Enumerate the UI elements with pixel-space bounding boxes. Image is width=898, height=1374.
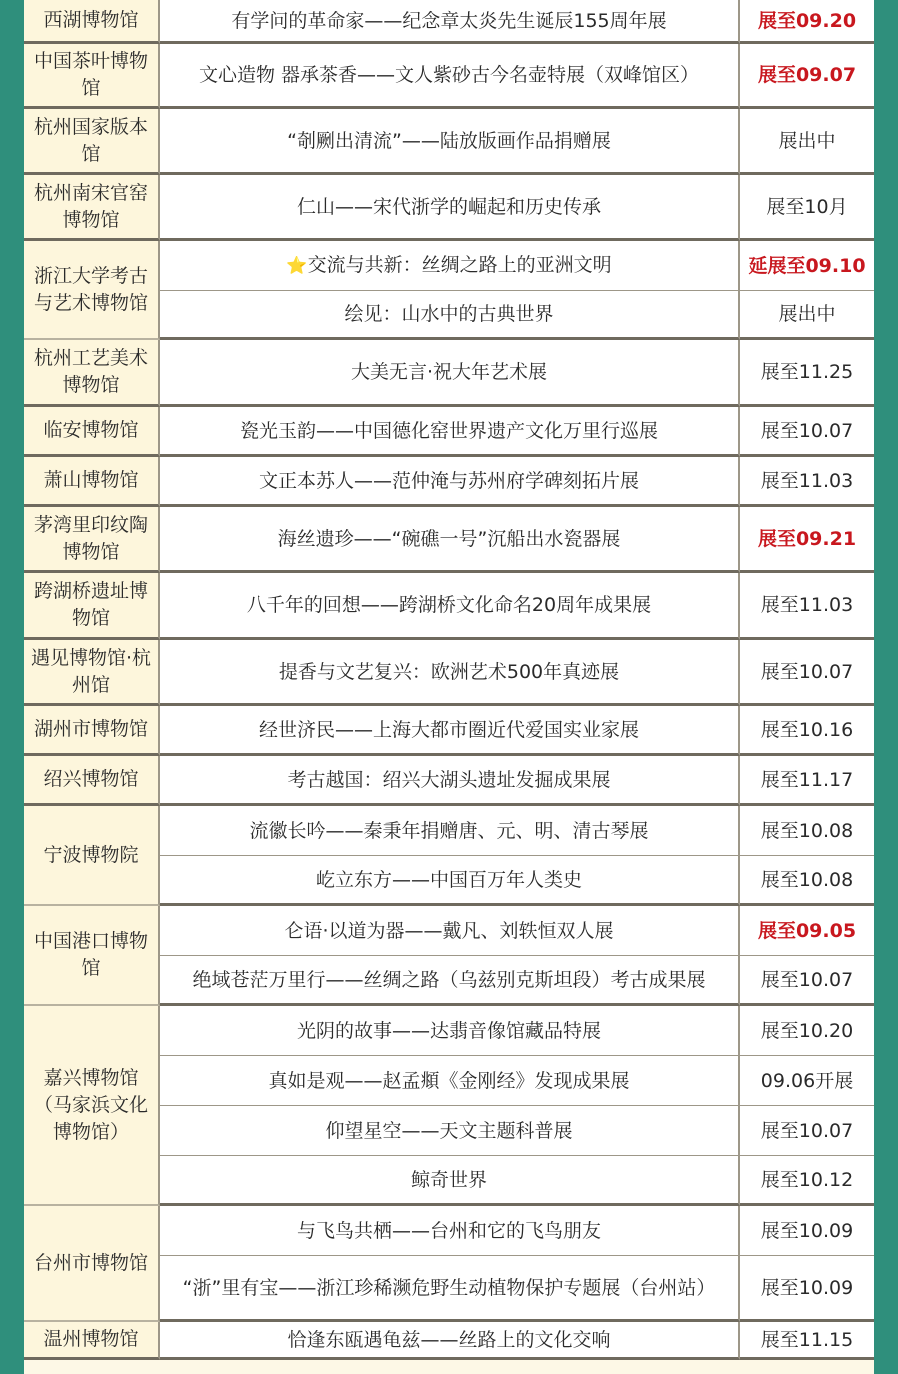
exhibit-title-text: 瓷光玉韵——中国德化窑世界遗产文化万里行巡展 — [239, 419, 658, 442]
museum-name: 绍兴博物馆 — [24, 756, 160, 806]
exhibit-status: 展出中 — [740, 109, 874, 175]
exhibit-title-text: 经世济民——上海大都市圈近代爱国实业家展 — [258, 718, 639, 741]
table-row — [24, 756, 874, 806]
exhibit-title-text: 鲸奇世界 — [410, 1168, 487, 1191]
exhibit-status: 展至10.08 — [740, 806, 874, 856]
museum-name: 台州市博物馆 — [24, 1206, 160, 1322]
exhibit-status: 延展至09.10 — [740, 241, 874, 291]
exhibit-title-text: 真如是观——赵孟頫《金刚经》发现成果展 — [268, 1069, 630, 1092]
table-row — [24, 573, 874, 640]
exhibit-status: 展至10.12 — [740, 1156, 874, 1206]
exhibit-status: 展至11.03 — [740, 457, 874, 507]
exhibit-title-text: 文心造物 器承茶香——文人紫砂古今名壶特展（双峰馆区） — [198, 64, 700, 86]
table-row — [24, 109, 874, 175]
exhibit-title — [160, 109, 740, 175]
table-row — [24, 507, 874, 573]
exhibit-status: 展至10.16 — [740, 706, 874, 756]
exhibit-title-text: 仁山——宋代浙学的崛起和历史传承 — [296, 195, 601, 218]
table-row — [24, 241, 874, 291]
exhibit-title-text: 交流与共新：丝绸之路上的亚洲文明 — [307, 254, 612, 276]
museum-name: 杭州工艺美术博物馆 — [24, 340, 160, 407]
museum-name: 宁波博物院 — [24, 806, 160, 906]
exhibit-title — [160, 175, 740, 241]
museum-name: 跨湖桥遗址博物馆 — [24, 573, 160, 640]
museum-name: 杭州南宋官窑博物馆 — [24, 175, 160, 241]
exhibit-title — [160, 706, 740, 756]
exhibit-title — [160, 407, 740, 457]
exhibition-table-board — [24, 0, 874, 1374]
exhibit-title-text: 提香与文艺复兴：欧洲艺术500年真迹展 — [278, 660, 620, 683]
exhibit-status: 展至11.17 — [740, 756, 874, 806]
exhibit-title-text: 文正本苏人——范仲淹与苏州府学碑刻拓片展 — [258, 469, 639, 492]
table-row — [24, 457, 874, 507]
exhibit-title-text: 恰逢东瓯遇龟兹——丝路上的文化交响 — [287, 1328, 611, 1351]
exhibit-title — [160, 640, 740, 706]
museum-name: 茅湾里印纹陶博物馆 — [24, 507, 160, 573]
exhibit-title-text: 海丝遗珍——“碗礁一号”沉船出水瓷器展 — [277, 527, 621, 550]
exhibit-status: 展至11.03 — [740, 573, 874, 640]
exhibit-title-text: 仰望星空——天文主题科普展 — [325, 1119, 573, 1142]
exhibit-title — [160, 1322, 740, 1360]
museum-name: 萧山博物馆 — [24, 457, 160, 507]
table-row — [24, 175, 874, 241]
exhibit-status: 展至10.08 — [740, 856, 874, 906]
table-row — [24, 1206, 874, 1256]
exhibit-status: 展至10.09 — [740, 1206, 874, 1256]
museum-name: 中国茶叶博物馆 — [24, 44, 160, 109]
table-row — [24, 407, 874, 457]
exhibit-title-text: 流徽长吟——秦秉年捐赠唐、元、明、清古琴展 — [249, 819, 649, 842]
exhibit-status: 展至10.09 — [740, 1256, 874, 1322]
exhibit-status: 展至09.07 — [740, 44, 874, 109]
museum-name: 浙江大学考古与艺术博物馆 — [24, 241, 160, 340]
table-row — [24, 44, 874, 109]
table-row — [24, 706, 874, 756]
exhibit-title — [160, 457, 740, 507]
exhibit-title-text: 绝域苍茫万里行——丝绸之路（乌兹别克斯坦段）考古成果展 — [192, 968, 706, 991]
exhibit-title — [160, 291, 740, 340]
exhibit-title — [160, 1056, 740, 1106]
exhibit-status: 展出中 — [740, 291, 874, 340]
exhibit-title — [160, 573, 740, 640]
museum-name: 西湖博物馆 — [24, 0, 160, 44]
exhibit-status: 展至10月 — [740, 175, 874, 241]
exhibit-title — [160, 241, 740, 291]
exhibit-status: 展至10.07 — [740, 407, 874, 457]
exhibit-title-text: “浙”里有宝——浙江珍稀濒危野生动植物保护专题展（台州站） — [182, 1276, 716, 1299]
exhibit-title — [160, 906, 740, 956]
exhibit-status: 展至10.07 — [740, 1106, 874, 1156]
exhibit-status: 展至09.21 — [740, 507, 874, 573]
exhibit-title-text: 考古越国：绍兴大湖头遗址发掘成果展 — [287, 768, 611, 791]
table-row — [24, 340, 874, 407]
table-row — [24, 806, 874, 856]
star-icon: ⭐ — [286, 256, 308, 276]
exhibit-title-text: 与飞鸟共栖——台州和它的飞鸟朋友 — [296, 1219, 601, 1242]
exhibit-status: 展至09.20 — [740, 0, 874, 44]
table-row — [24, 1006, 874, 1056]
exhibit-status: 09.06开展 — [740, 1056, 874, 1106]
museum-name: 嘉兴博物馆（马家浜文化博物馆） — [24, 1006, 160, 1206]
exhibit-title-text: 仑语·以道为器——戴凡、刘轶恒双人展 — [284, 919, 614, 942]
exhibit-title — [160, 1156, 740, 1206]
exhibit-title — [160, 1106, 740, 1156]
exhibit-title — [160, 1256, 740, 1322]
museum-name: 湖州市博物馆 — [24, 706, 160, 756]
table-row — [24, 1322, 874, 1360]
exhibit-title-text: 大美无言·祝大年艺术展 — [350, 361, 548, 383]
exhibit-title — [160, 756, 740, 806]
table-row — [24, 640, 874, 706]
exhibit-status: 展至10.20 — [740, 1006, 874, 1056]
exhibit-title — [160, 44, 740, 109]
exhibit-status: 展至09.05 — [740, 906, 874, 956]
exhibit-title-text: 光阴的故事——达翡音像馆藏品特展 — [296, 1019, 601, 1042]
museum-name: 遇见博物馆·杭州馆 — [24, 640, 160, 706]
exhibit-title-text: 有学问的革命家——纪念章太炎先生诞辰155周年展 — [231, 9, 667, 32]
museum-name: 杭州国家版本馆 — [24, 109, 160, 175]
exhibit-title — [160, 1206, 740, 1256]
exhibit-title — [160, 806, 740, 856]
museum-name: 中国港口博物馆 — [24, 906, 160, 1006]
exhibit-title — [160, 507, 740, 573]
exhibit-title — [160, 956, 740, 1006]
exhibit-title — [160, 856, 740, 906]
exhibit-title-text: 绘见：山水中的古典世界 — [344, 303, 554, 325]
exhibit-title — [160, 0, 740, 44]
museum-name: 温州博物馆 — [24, 1322, 160, 1360]
exhibit-title-text: “剞劂出清流”——陆放版画作品捐赠展 — [287, 129, 611, 152]
exhibit-status: 展至10.07 — [740, 956, 874, 1006]
museum-name: 临安博物馆 — [24, 407, 160, 457]
table-row — [24, 906, 874, 956]
exhibit-status: 展至11.15 — [740, 1322, 874, 1360]
exhibition-table — [24, 0, 874, 1360]
exhibit-status: 展至11.25 — [740, 340, 874, 407]
exhibit-title-text: 八千年的回想——跨湖桥文化命名20周年成果展 — [246, 594, 652, 616]
table-row — [24, 0, 874, 44]
exhibit-title-text: 屹立东方——中国百万年人类史 — [315, 868, 582, 891]
exhibit-title — [160, 340, 740, 407]
exhibit-status: 展至10.07 — [740, 640, 874, 706]
exhibit-title — [160, 1006, 740, 1056]
